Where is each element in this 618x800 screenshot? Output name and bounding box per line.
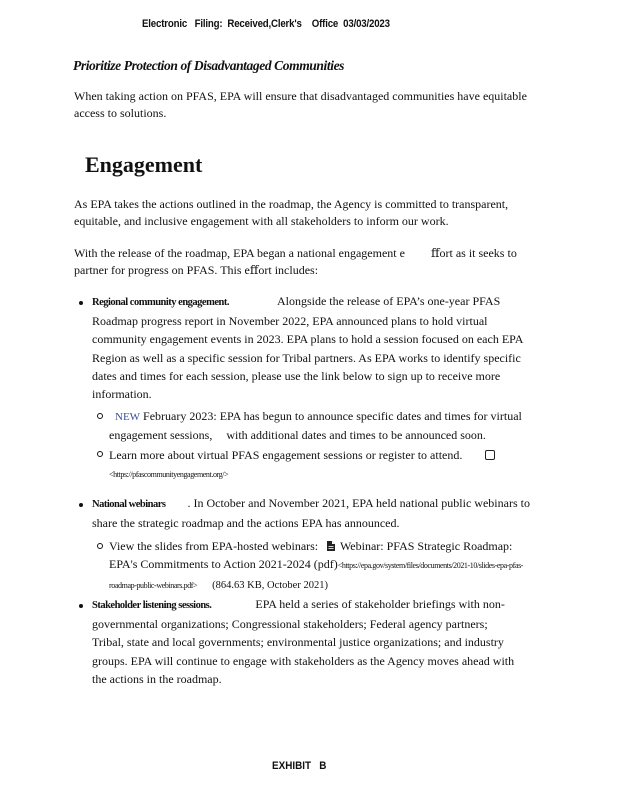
text-listening: EPA held a series of stakeholder briefings with non-governmental organizations; Congressional stakeholders; Federal agency partners; Tribal, state and local governments; environmental justice organizations; and industry groups. EPA will continue to engage with stakeholders as the Agency moves ahead with the actions in the roadmap. — [92, 597, 515, 686]
sub-bullet-learn — [97, 451, 103, 457]
text-regional: Alongside the release of EPA’s one-year PFAS Roadmap progress report in November 2022, EPA announced plans to hold virtual community engagement events in 2023. EPA plans to hold a session focused on each EPA Region as well as a specific session for Tribal partners. As EPA works to identify specific dates and times for each session, please use the link below to sign up to receive more information. — [92, 294, 523, 402]
lead-regional: Regional community engagement. — [92, 297, 229, 308]
release-text-mid: ﬀort as it seeks to — [430, 246, 517, 260]
sub-item-new — [109, 407, 539, 444]
sub-bullet-slides — [97, 543, 103, 549]
webinar-slides-url[interactable]: <https://epa.gov/system/files/documents/2021-10/slides-epa-pfas-roadmap-public-webinars.pdf> — [109, 561, 524, 590]
release-text-start: With the release of the roadmap, EPA began a national engagement e — [74, 246, 405, 260]
paragraph-engagement-intro: As EPA takes the actions outlined in the roadmap, the Agency is committed to transparent, equitable, and inclusive engagement with all stakeholders to inform our work. — [74, 197, 509, 228]
text-webinars: . In October and November 2021, EPA held national public webinars to share the strategic roadmap and the actions EPA has announced. — [92, 496, 530, 531]
engagement-heading: Engagement — [85, 152, 203, 177]
list-item-listening — [92, 595, 520, 688]
section-heading-prioritize: Prioritize Protection of Disadvantaged Communities — [73, 58, 345, 73]
webinar-slides-link[interactable]: Webinar: PFAS Strategic Roadmap: EPA's Commitments to Action 2021-2024 (pdf) — [109, 539, 513, 571]
slides-intro: View the slides from EPA-hosted webinars: — [109, 539, 319, 553]
exhibit-label: EXHIBIT B — [272, 760, 327, 772]
paragraph-engagement-release — [74, 245, 536, 279]
external-link-icon[interactable] — [485, 450, 495, 460]
lead-listening: Stakeholder listening sessions. — [92, 600, 212, 611]
new-text-a: February 2023: EPA has begun to announce specific dates and times for virtual engagement sessions, — [109, 409, 522, 442]
paragraph-prioritize: When taking action on PFAS, EPA will ensure that disadvantaged communities have equitable access to solutions. — [74, 89, 527, 120]
webinar-file-size: (864.63 KB, October 2021) — [212, 580, 328, 591]
new-badge: NEW — [115, 411, 141, 423]
list-item-regional — [92, 292, 532, 403]
new-text-b: with additional dates and times to be announced soon. — [226, 428, 486, 442]
list-item-webinars — [92, 494, 532, 532]
sub-item-learn[interactable] — [109, 446, 539, 484]
sub-item-slides[interactable] — [109, 537, 539, 595]
learn-more-url[interactable]: <https://pfascommunityengagement.org/> — [109, 470, 229, 479]
learn-more-link[interactable]: Learn more about virtual PFAS engagement sessions or register to attend. — [109, 448, 463, 462]
release-text-end: partner for progress on PFAS. This eﬀort includes: — [74, 263, 319, 277]
pdf-file-icon — [327, 541, 335, 551]
sub-bullet-new — [97, 413, 103, 419]
lead-webinars: National webinars — [92, 499, 166, 510]
filing-stamp: Electronic Filing: Received,Clerk's Office 03/03/2023 — [142, 18, 390, 30]
